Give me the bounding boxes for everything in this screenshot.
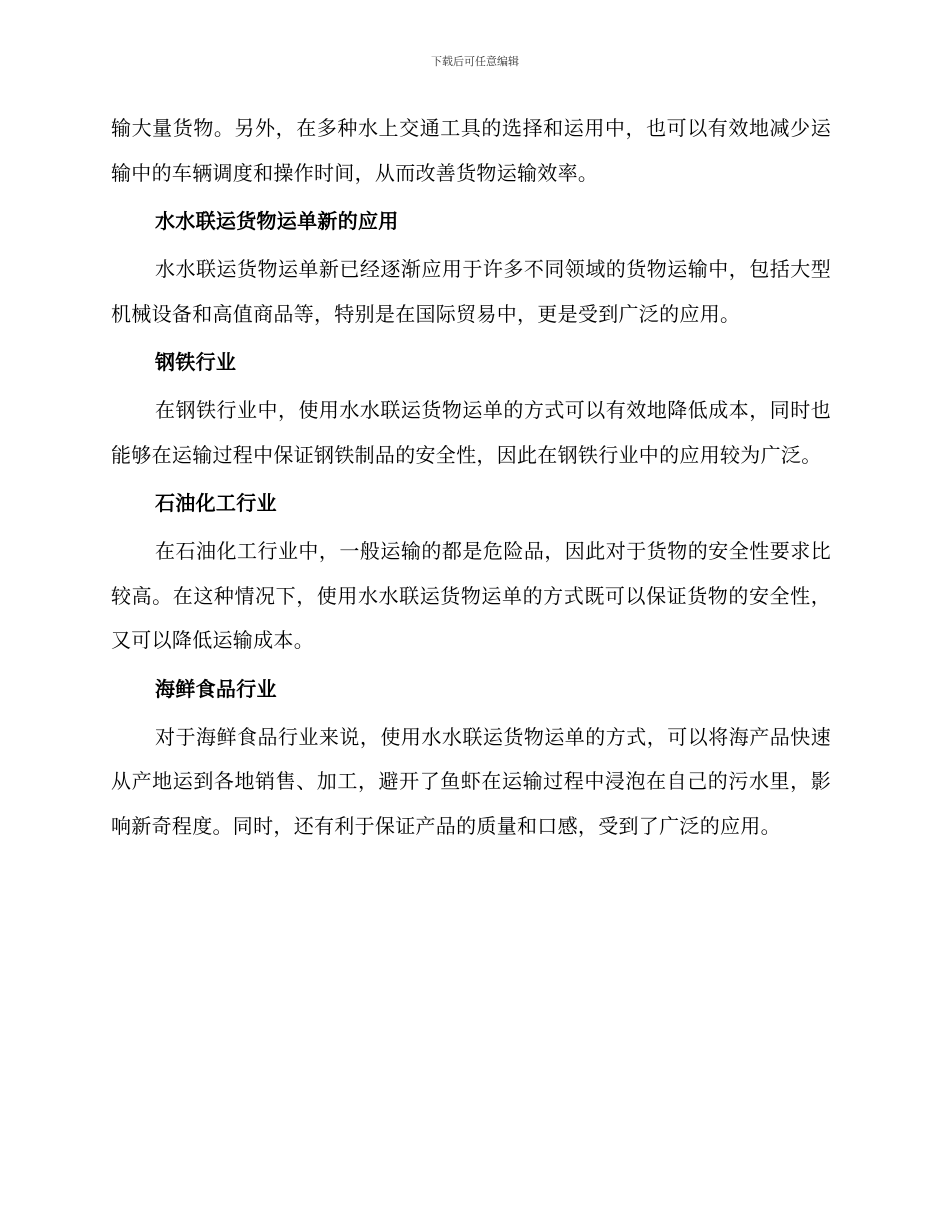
- section-heading-new-application: 水水联运货物运单新的应用: [155, 209, 399, 233]
- paragraph-steel: 在钢铁行业中，使用水水联运货物运单的方式可以有效地降低成本，同时也能够在运输过程中保证钢铁制品的安全性，因此在钢铁行业中的应用较为广泛。: [111, 398, 831, 467]
- section-heading-petrochemical: 石油化工行业: [155, 491, 277, 515]
- document-body: [111, 106, 831, 848]
- paragraph-seafood: 对于海鲜食品行业来说，使用水水联运货物运单的方式，可以将海产品快速从产地运到各地销售、加工，避开了鱼虾在运输过程中浸泡在自己的污水里，影响新奇程度。同时，还有利于保证产品的质量和口感，受到了广泛的应用。: [111, 724, 831, 838]
- section-heading-seafood: 海鲜食品行业: [155, 676, 277, 701]
- paragraph-continued: 输大量货物。另外，在多种水上交通工具的选择和运用中，也可以有效地减少运输中的车辆调度和操作时间，从而改善货物运输效率。: [111, 116, 831, 185]
- paragraph-new-application: 水水联运货物运单新已经逐渐应用于许多不同领域的货物运输中，包括大型机械设备和高值商品等，特别是在国际贸易中，更是受到广泛的应用。: [111, 257, 831, 326]
- page-header: 下载后可任意编辑: [431, 55, 519, 68]
- paragraph-petrochemical: 在石油化工行业中，一般运输的都是危险品，因此对于货物的安全性要求比较高。在这种情况下，使用水水联运货物运单的方式既可以保证货物的安全性，又可以降低运输成本。: [111, 539, 831, 652]
- section-heading-steel: 钢铁行业: [155, 350, 237, 374]
